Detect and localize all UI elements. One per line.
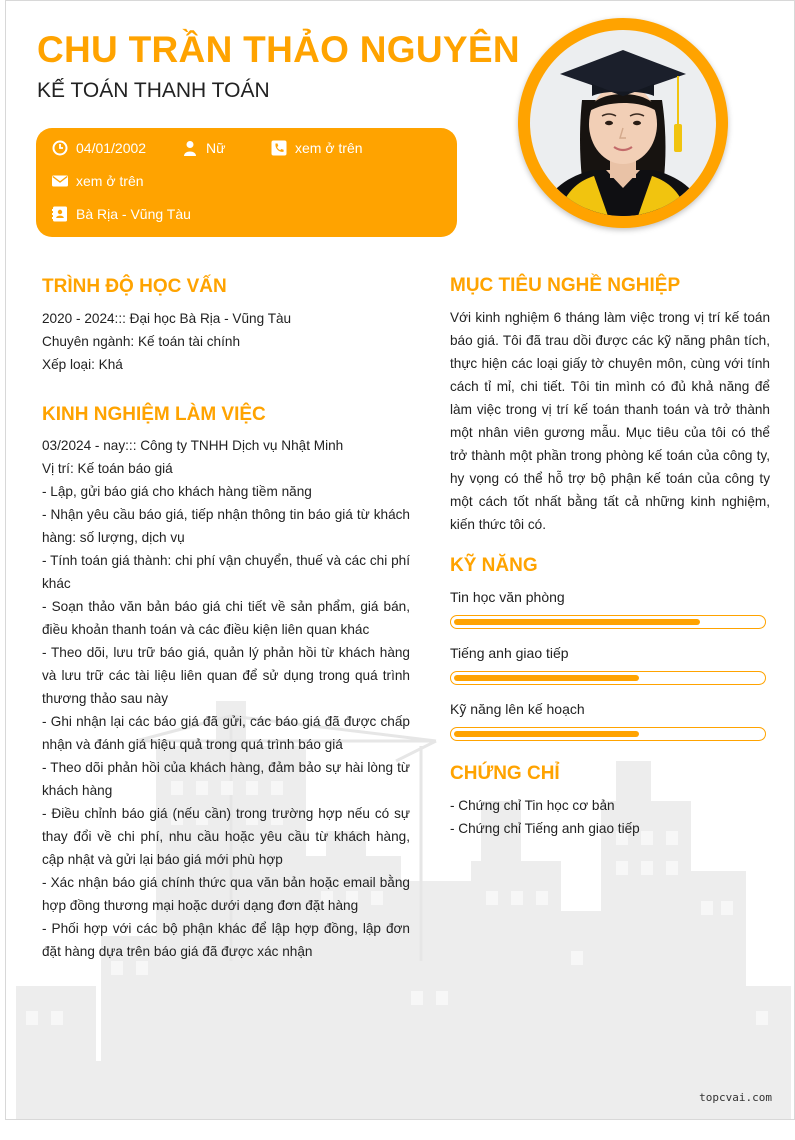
objective-title: MỤC TIÊU NGHỀ NGHIỆP — [450, 275, 681, 296]
education-section — [42, 307, 412, 376]
experience-duty: - Ghi nhận lại các báo giá đã gửi, các báo giá đã được chấp nhận và đánh giá hiệu quả trong quá trình báo giá — [42, 714, 410, 752]
education-school: 2020 - 2024::: Đại học Bà Rịa - Vũng Tàu — [42, 311, 292, 326]
gender-value: Nữ — [206, 140, 226, 156]
watermark-text[interactable]: topcvai.com — [699, 1091, 772, 1104]
phone-item — [271, 140, 363, 156]
education-major: Chuyên ngành: Kế toán tài chính — [42, 334, 241, 349]
birthday-value: 04/01/2002 — [76, 140, 147, 156]
email-item — [52, 173, 144, 189]
experience-duty: - Phối hợp với các bộ phận khác để lập hợp đồng, lập đơn đặt hàng dựa trên báo giá đã được xác nhận — [42, 921, 410, 959]
certificates-section — [450, 794, 770, 840]
certificate-item: - Chứng chỉ Tin học cơ bản — [450, 798, 615, 813]
address-value: Bà Rịa - Vũng Tàu — [76, 206, 191, 222]
objective-section — [450, 306, 770, 536]
skills-title: KỸ NĂNG — [450, 555, 538, 576]
birthday-item — [52, 140, 146, 156]
profile-photo — [530, 30, 716, 216]
phone-icon — [271, 140, 287, 156]
certificate-item: - Chứng chỉ Tiếng anh giao tiếp — [450, 821, 640, 836]
graduate-portrait-illustration — [530, 30, 716, 216]
experience-duty: - Xác nhận báo giá chính thức qua văn bản hoặc email bằng hợp đồng thương mại hoặc dưới dạng đơn đặt hàng — [42, 875, 410, 913]
skill-bar-fill — [454, 619, 700, 625]
skill-bar — [450, 727, 766, 741]
certificates-title: CHỨNG CHỈ — [450, 763, 560, 784]
address-item — [52, 206, 191, 222]
experience-duty: - Theo dõi phản hồi của khách hàng, đảm bảo sự hài lòng từ khách hàng — [42, 760, 410, 798]
skill-label: Tiếng anh giao tiếp — [450, 645, 569, 661]
experience-duty: - Lập, gửi báo giá cho khách hàng tiềm năng — [42, 484, 312, 499]
objective-text: Với kinh nghiệm 6 tháng làm việc trong vị trí kế toán báo giá. Tôi đã trau dồi được các kỹ năng phân tích, thực hiện các loại giấy tờ chuyên môn, cùng với tính cách tỉ mỉ, chi tiết. Tôi tin mình có đủ khả năng để làm việc trong vị trí kế toán thanh toán và trở thành một nhân viên gương mẫu. Mục tiêu của tôi có thể trở thành một phần trong phòng kế toán của công ty, hy vọng có thể hỗ trợ bộ phận kế toán của công ty một cách tốt nhất bằng tất cả những kinh nghiệm, kiến thức tôi có. — [450, 310, 770, 532]
clock-icon — [52, 140, 68, 156]
experience-duty: - Soạn thảo văn bản báo giá chi tiết về sản phẩm, giá bán, điều khoản thanh toán và các điều kiện liên quan khác — [42, 599, 410, 637]
contact-info-box — [36, 128, 457, 237]
skill-label: Kỹ năng lên kế hoạch — [450, 701, 585, 717]
job-title: KẾ TOÁN THANH TOÁN — [37, 79, 270, 102]
experience-duty: - Theo dõi, lưu trữ báo giá, quản lý phản hồi từ khách hàng và lưu trữ các tài liệu liên quan để sử dụng trong quá trình thương thảo sau này — [42, 645, 410, 706]
address-card-icon — [52, 206, 68, 222]
cv-page — [5, 0, 795, 1120]
email-value[interactable]: xem ở trên — [76, 173, 144, 189]
skill-bar — [450, 615, 766, 629]
experience-section — [42, 434, 410, 963]
skill-bar-fill — [454, 675, 639, 681]
experience-position: Vị trí: Kế toán báo giá — [42, 461, 173, 476]
skill-bar-fill — [454, 731, 639, 737]
experience-title: KINH NGHIỆM LÀM VIỆC — [42, 404, 266, 425]
gender-item — [182, 140, 225, 156]
envelope-icon — [52, 173, 68, 189]
education-grade: Xếp loại: Khá — [42, 357, 123, 372]
person-icon — [182, 140, 198, 156]
profile-photo-frame — [518, 18, 728, 228]
education-title: TRÌNH ĐỘ HỌC VẤN — [42, 276, 227, 297]
phone-value[interactable]: xem ở trên — [295, 140, 363, 156]
skill-bar — [450, 671, 766, 685]
experience-company: 03/2024 - nay::: Công ty TNHH Dịch vụ Nhật Minh — [42, 438, 344, 453]
experience-duty: - Tính toán giá thành: chi phí vận chuyển, thuế và các chi phí khác — [42, 553, 410, 591]
skill-label: Tin học văn phòng — [450, 589, 565, 605]
experience-duty: - Điều chỉnh báo giá (nếu cần) trong trường hợp nếu có sự thay đổi về chi phí, nhu cầu hoặc yêu cầu từ khách hàng, cập nhật và gửi lại báo giá mới phù hợp — [42, 806, 410, 867]
experience-duty: - Nhận yêu cầu báo giá, tiếp nhận thông tin báo giá từ khách hàng: số lượng, dịch vụ — [42, 507, 410, 545]
candidate-name: CHU TRẦN THẢO NGUYÊN — [37, 29, 520, 70]
